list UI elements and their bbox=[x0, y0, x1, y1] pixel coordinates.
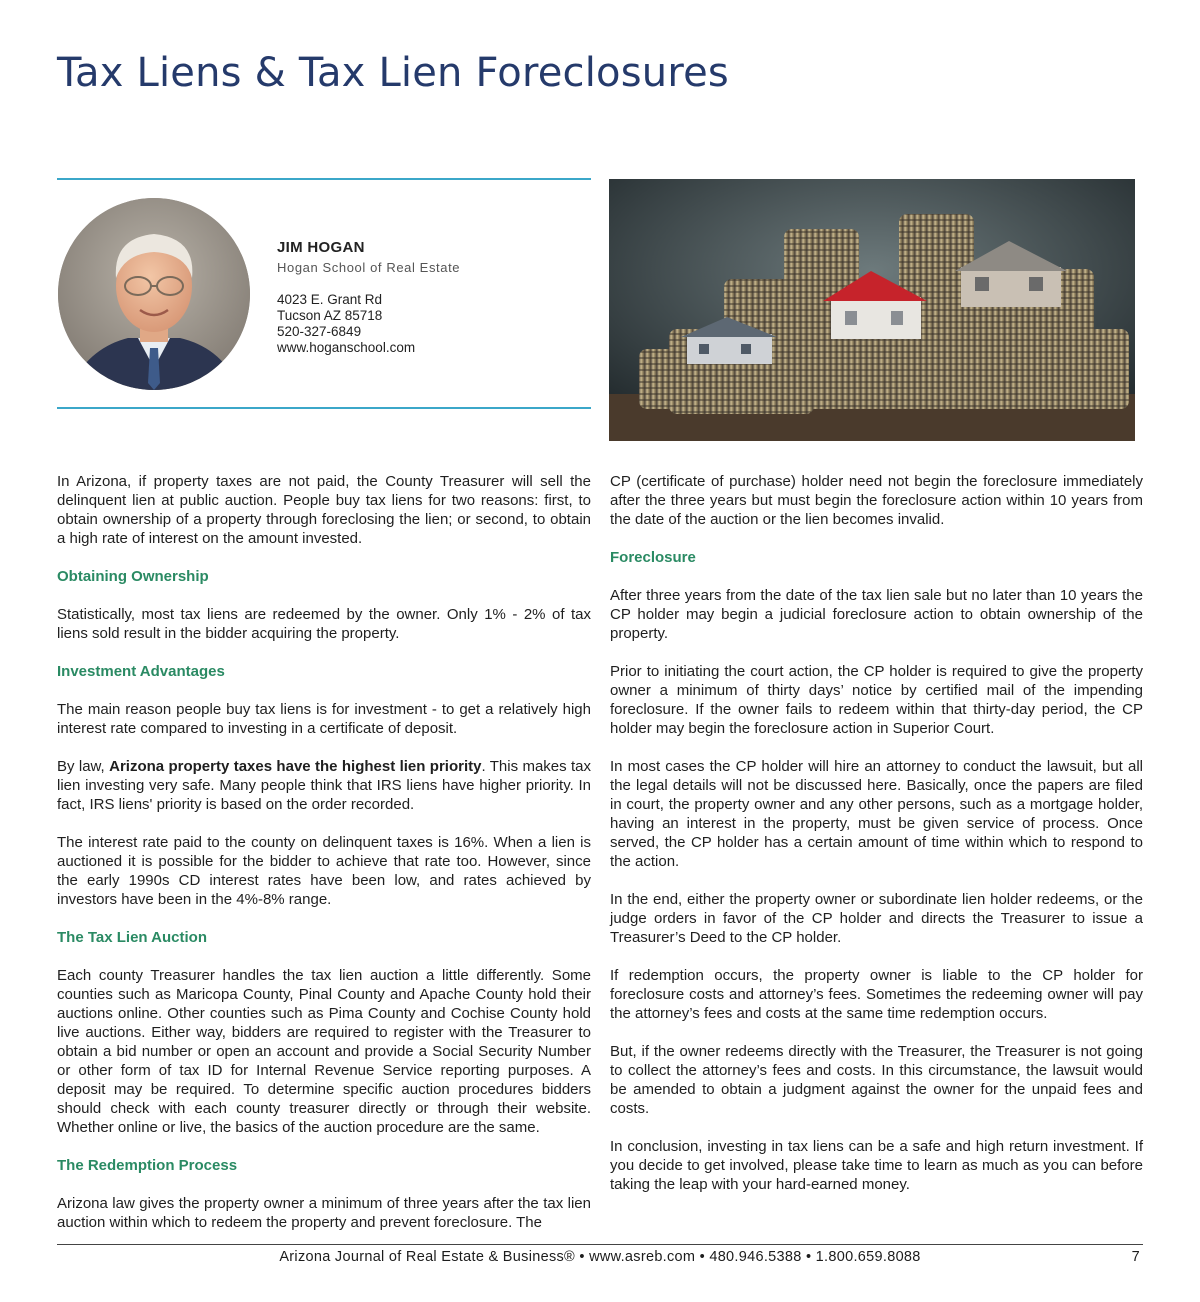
conclusion-paragraph: In conclusion, investing in tax liens can be a safe and high return investment. If you decide to get involved, please take time to learn as much as you can before taking the leap with your hard-earned money. bbox=[610, 1138, 1143, 1193]
investment-paragraph: The main reason people buy tax liens is for investment - to get a relatively high interest rate compared to investing in a certificate of deposit. bbox=[57, 701, 591, 737]
left-column bbox=[57, 472, 591, 1251]
interest-rate-paragraph: The interest rate paid to the county on delinquent taxes is 16%. When a lien is auctioned it is possible for the bidder to achieve that rate too. However, since the early 1990s CD interest rates have been low, and rates achieved by investors have been in the 4%-8% range. bbox=[57, 834, 591, 908]
bottom-divider bbox=[57, 407, 591, 409]
redemption-costs-paragraph: If redemption occurs, the property owner is liable to the CP holder for foreclosure costs and attorney’s fees. Sometimes the redeeming owner will pay the attorney’s fees and costs at the same time redemption occurs. bbox=[610, 967, 1143, 1022]
author-organization: Hogan School of Real Estate bbox=[277, 260, 461, 275]
author-address-line2: Tucson AZ 85718 bbox=[277, 308, 383, 323]
redemption-paragraph: Arizona law gives the property owner a minimum of three years after the tax lien auction within which to redeem the property and prevent foreclosure. The bbox=[57, 1195, 591, 1231]
ownership-paragraph: Statistically, most tax liens are redeemed by the owner. Only 1% - 2% of tax liens sold result in the bidder acquiring the property. bbox=[57, 606, 591, 642]
footer-divider bbox=[57, 1244, 1143, 1245]
treasurer-redemption-paragraph: But, if the owner redeems directly with the Treasurer, the Treasurer is not going to collect the attorney’s fees and costs. In this circumstance, the lawsuit would be amended to obtain a judgment against the owner for the unpaid fees and costs. bbox=[610, 1043, 1143, 1117]
author-phone: 520-327-6849 bbox=[277, 324, 362, 339]
heading-foreclosure: Foreclosure bbox=[610, 549, 696, 566]
page-number: 7 bbox=[1131, 1249, 1140, 1265]
coins-and-houses-image bbox=[609, 179, 1135, 441]
foreclosure-timing-paragraph: After three years from the date of the tax lien sale but no later than 10 years the CP holder may begin a judicial foreclosure action to obtain ownership of the property. bbox=[610, 587, 1143, 642]
notice-paragraph: Prior to initiating the court action, the CP holder is required to give the property owner a minimum of thirty days’ notice by certified mail of the impending foreclosure. If the owner fails to redeem within that thirty-day period, the CP holder may begin the foreclosure action in Superior Court. bbox=[610, 663, 1143, 737]
article-title: Tax Liens & Tax Lien Foreclosures bbox=[57, 50, 729, 96]
lien-priority-emphasis: Arizona property taxes have the highest lien priority bbox=[109, 758, 482, 775]
heading-obtaining-ownership: Obtaining Ownership bbox=[57, 568, 209, 585]
author-address-line1: 4023 E. Grant Rd bbox=[277, 292, 383, 307]
author-contact bbox=[277, 240, 460, 356]
page-footer bbox=[57, 1249, 1143, 1269]
lawsuit-paragraph: In most cases the CP holder will hire an attorney to conduct the lawsuit, but all the legal details will not be discussed here. Basically, once the papers are filed in court, the property owner and any other persons, such as a mortgage holder, having an interest in the property, must be given service of process. Once served, the CP holder has a certain amount of time within which to respond to the action. bbox=[610, 758, 1143, 870]
footer-publication-info: Arizona Journal of Real Estate & Business® • www.asreb.com • 480.946.5388 • 1.800.659.8088 bbox=[279, 1249, 921, 1265]
auction-paragraph: Each county Treasurer handles the tax lien auction a little differently. Some counties such as Maricopa County, Pinal County and Apache County hold their auctions online. Other counties such as Pima County and Cochise County hold live auctions. Either way, bidders are required to register with the Treasurer to obtain a bid number or open an account and provide a Social Security Number or other form of tax ID for Internal Revenue Service reporting purposes. A deposit may be required. To determine specific auction procedures bidders should check with each county treasurer directly or through their website. Whether online or live, the basics of the auction procedure are the same. bbox=[57, 967, 591, 1136]
heading-redemption-process: The Redemption Process bbox=[57, 1157, 238, 1174]
top-divider bbox=[57, 178, 591, 180]
author-website[interactable]: www.hoganschool.com bbox=[277, 340, 416, 355]
lien-priority-paragraph: By law, Arizona property taxes have the highest lien priority. This makes tax lien investing very safe. Many people think that IRS liens have higher priority. In fact, IRS liens' priority is based on the order recorded. bbox=[57, 758, 592, 813]
author-name: JIM HOGAN bbox=[277, 239, 365, 256]
cp-holder-paragraph: CP (certificate of purchase) holder need not begin the foreclosure immediately after the three years but must begin the foreclosure action within 10 years from the date of the auction or the lien becomes invalid. bbox=[610, 473, 1143, 528]
author-portrait bbox=[58, 198, 250, 390]
right-column bbox=[610, 472, 1143, 1213]
intro-paragraph: In Arizona, if property taxes are not paid, the County Treasurer will sell the delinquent lien at public auction. People buy tax liens for two reasons: first, to obtain ownership of a property through foreclosing the lien; or second, to obtain a high rate of interest on the amount invested. bbox=[57, 473, 591, 547]
heading-investment-advantages: Investment Advantages bbox=[57, 663, 225, 680]
outcome-paragraph: In the end, either the property owner or subordinate lien holder redeems, or the judge orders in favor of the CP holder and directs the Treasurer to issue a Treasurer’s Deed to the CP holder. bbox=[610, 891, 1143, 946]
heading-tax-lien-auction: The Tax Lien Auction bbox=[57, 929, 208, 946]
